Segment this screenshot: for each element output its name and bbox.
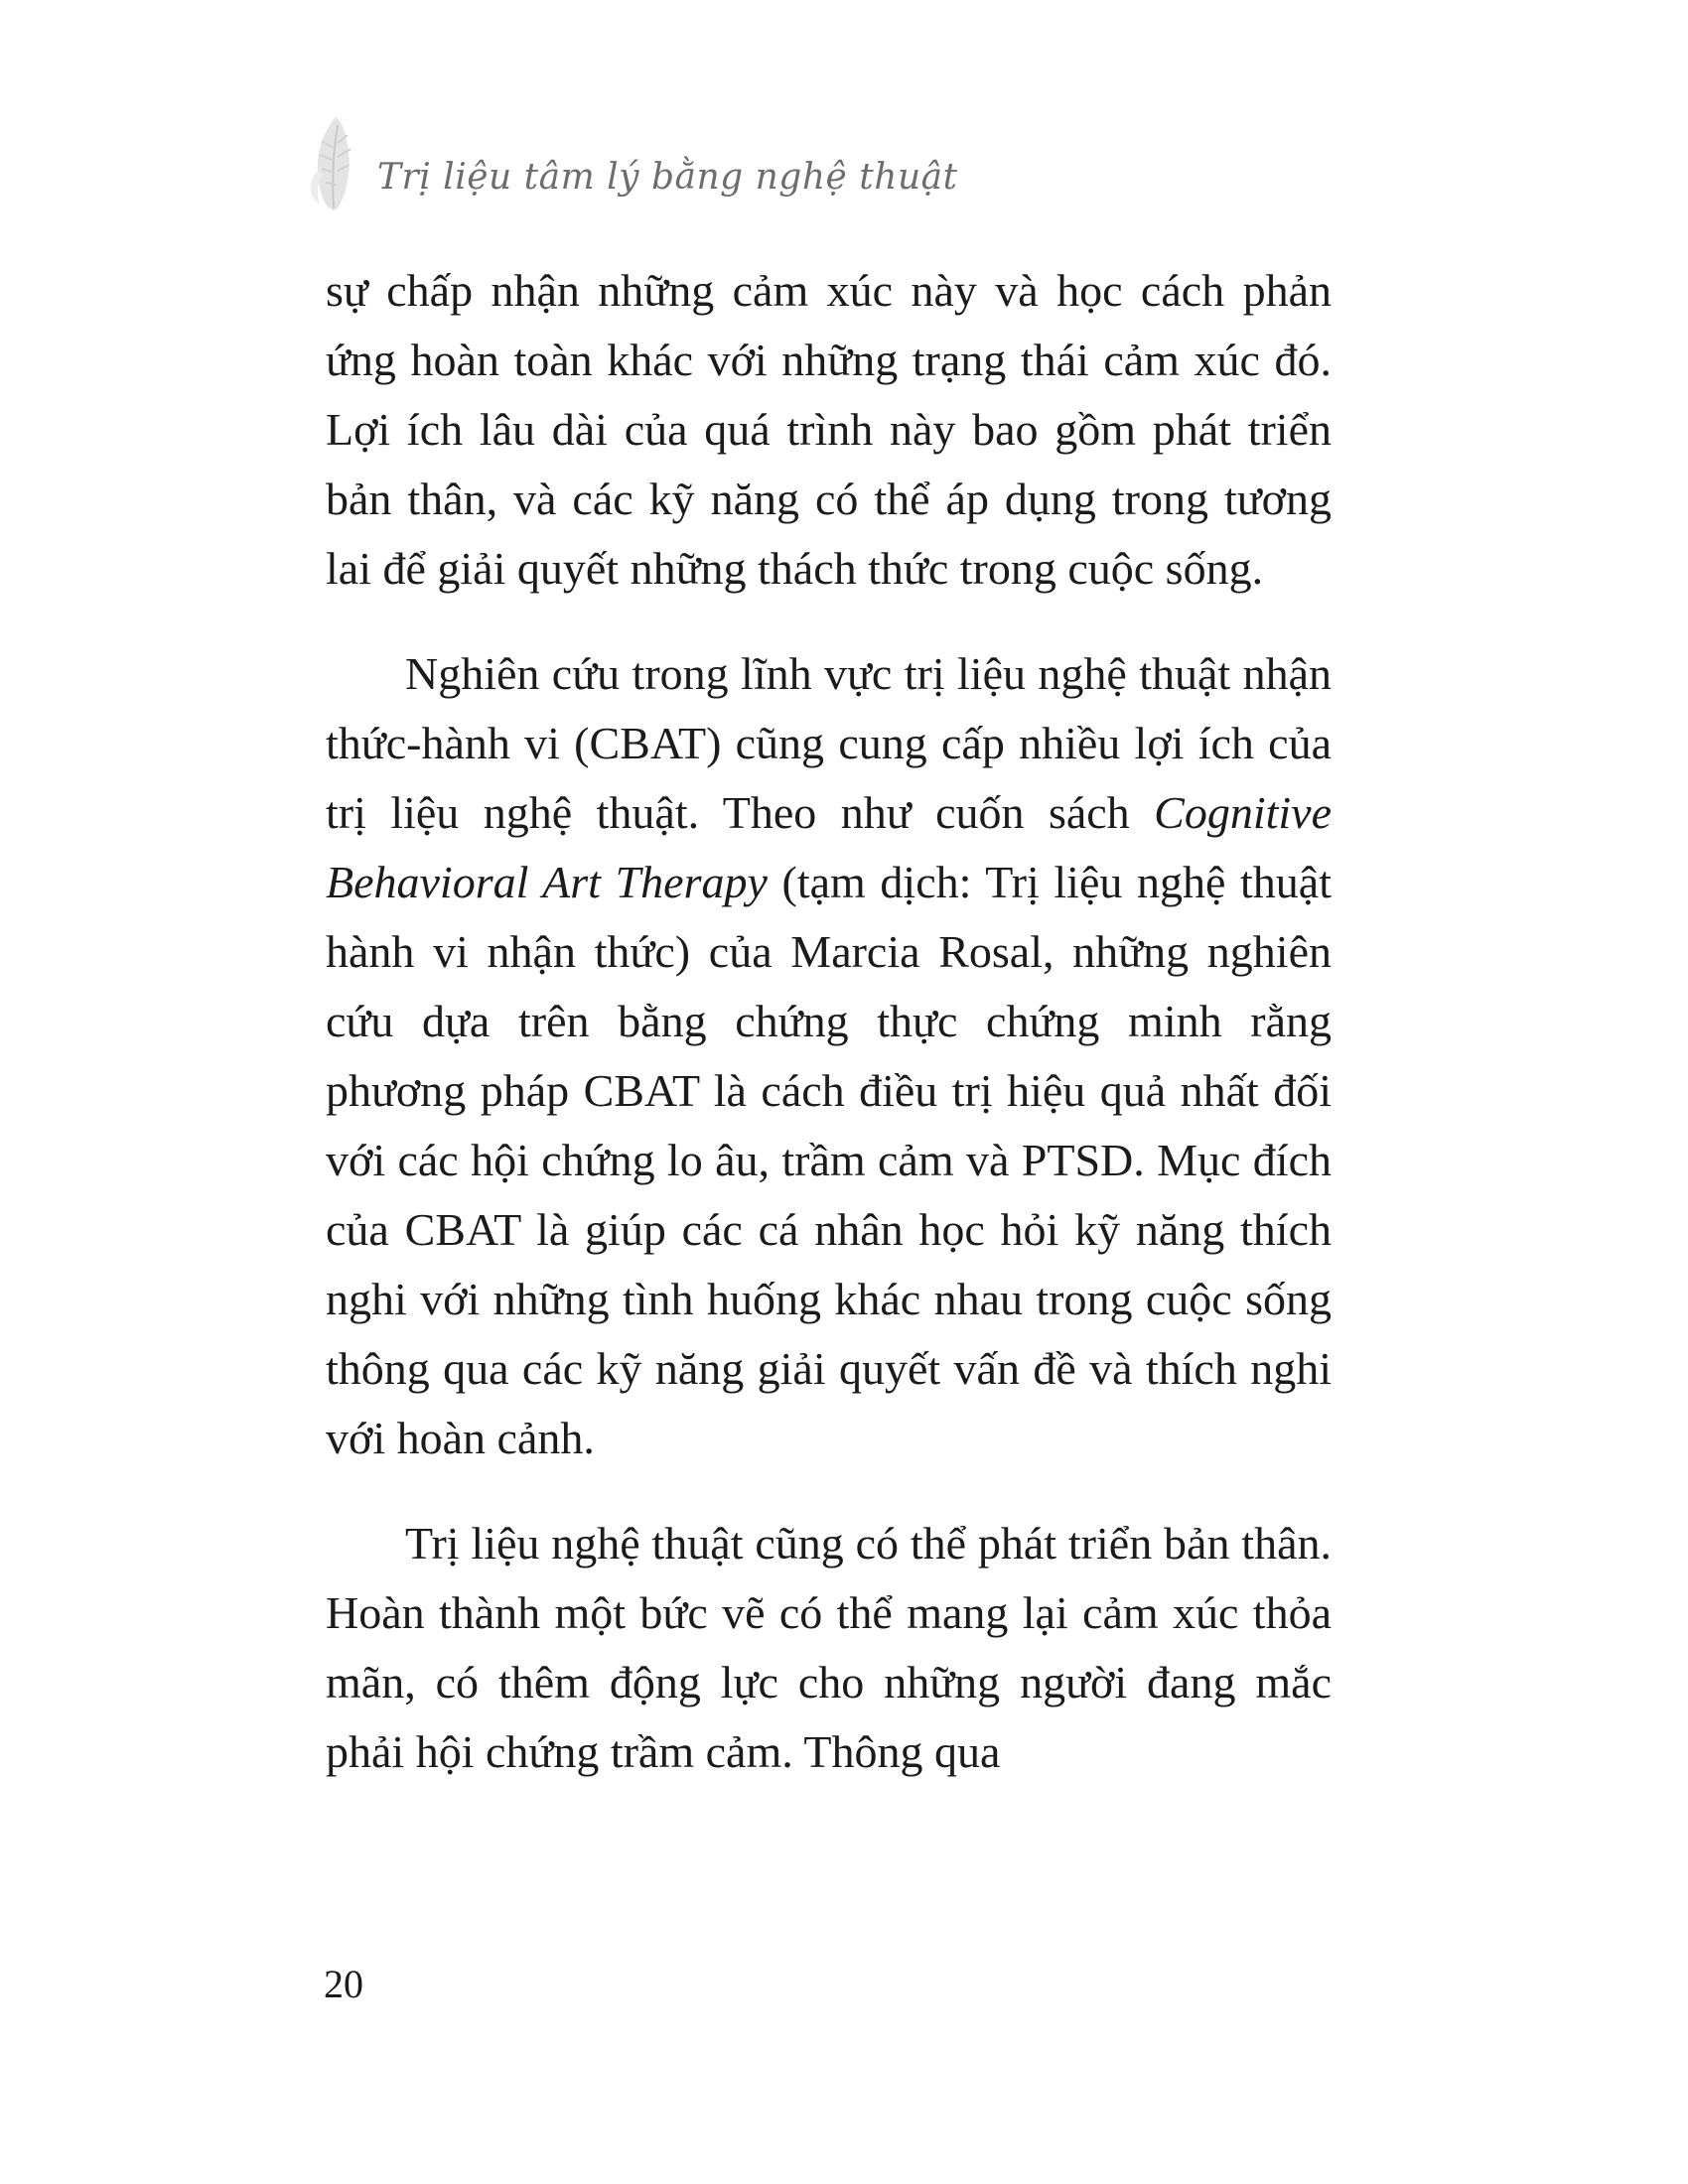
paragraph-2 (326, 639, 1332, 1473)
paragraph-3: Trị liệu nghệ thuật cũng có thể phát triển bản thân. Hoàn thành một bức vẽ có thể mang lại cảm xúc thỏa mãn, có thêm động lực cho những người đang mắc phải hội chứng trầm cảm. Thông qua (326, 1518, 1332, 1777)
book-title: Cognitive Behavioral Art Therapy (326, 787, 1332, 907)
paragraph-2-text-a: Nghiên cứu trong lĩnh vực trị liệu nghệ thuật nhận thức-hành vi (CBAT) cũng cung cấp nhiều lợi ích của trị liệu nghệ thuật. Theo như cuốn sách (326, 648, 1332, 838)
page-body (326, 256, 1332, 1787)
header-title: Trị liệu tâm lý bằng nghệ thuật (377, 157, 958, 198)
page-number: 20 (324, 1962, 363, 2006)
paragraph-2-text-b: (tạm dịch: Trị liệu nghệ thuật hành vi nhận thức) của Marcia Rosal, những nghiên cứu dựa trên bằng chứng thực chứng minh rằng phương pháp CBAT là cách điều trị hiệu quả nhất đối với các hội chứng lo âu, trầm cảm và PTSD. Mục đích của CBAT là giúp các cá nhân học hỏi kỹ năng thích nghi với những tình huống khác nhau trong cuộc sống thông qua các kỹ năng giải quyết vấn đề và thích nghi với hoàn cảnh. (326, 857, 1332, 1463)
paragraph-1: sự chấp nhận những cảm xúc này và học cách phản ứng hoàn toàn khác với những trạng thái cảm xúc đó. Lợi ích lâu dài của quá trình này bao gồm phát triển bản thân, và các kỹ năng có thể áp dụng trong tương lai để giải quyết những thách thức trong cuộc sống. (326, 265, 1332, 594)
running-header (298, 109, 993, 218)
leaf-icon (298, 109, 377, 218)
